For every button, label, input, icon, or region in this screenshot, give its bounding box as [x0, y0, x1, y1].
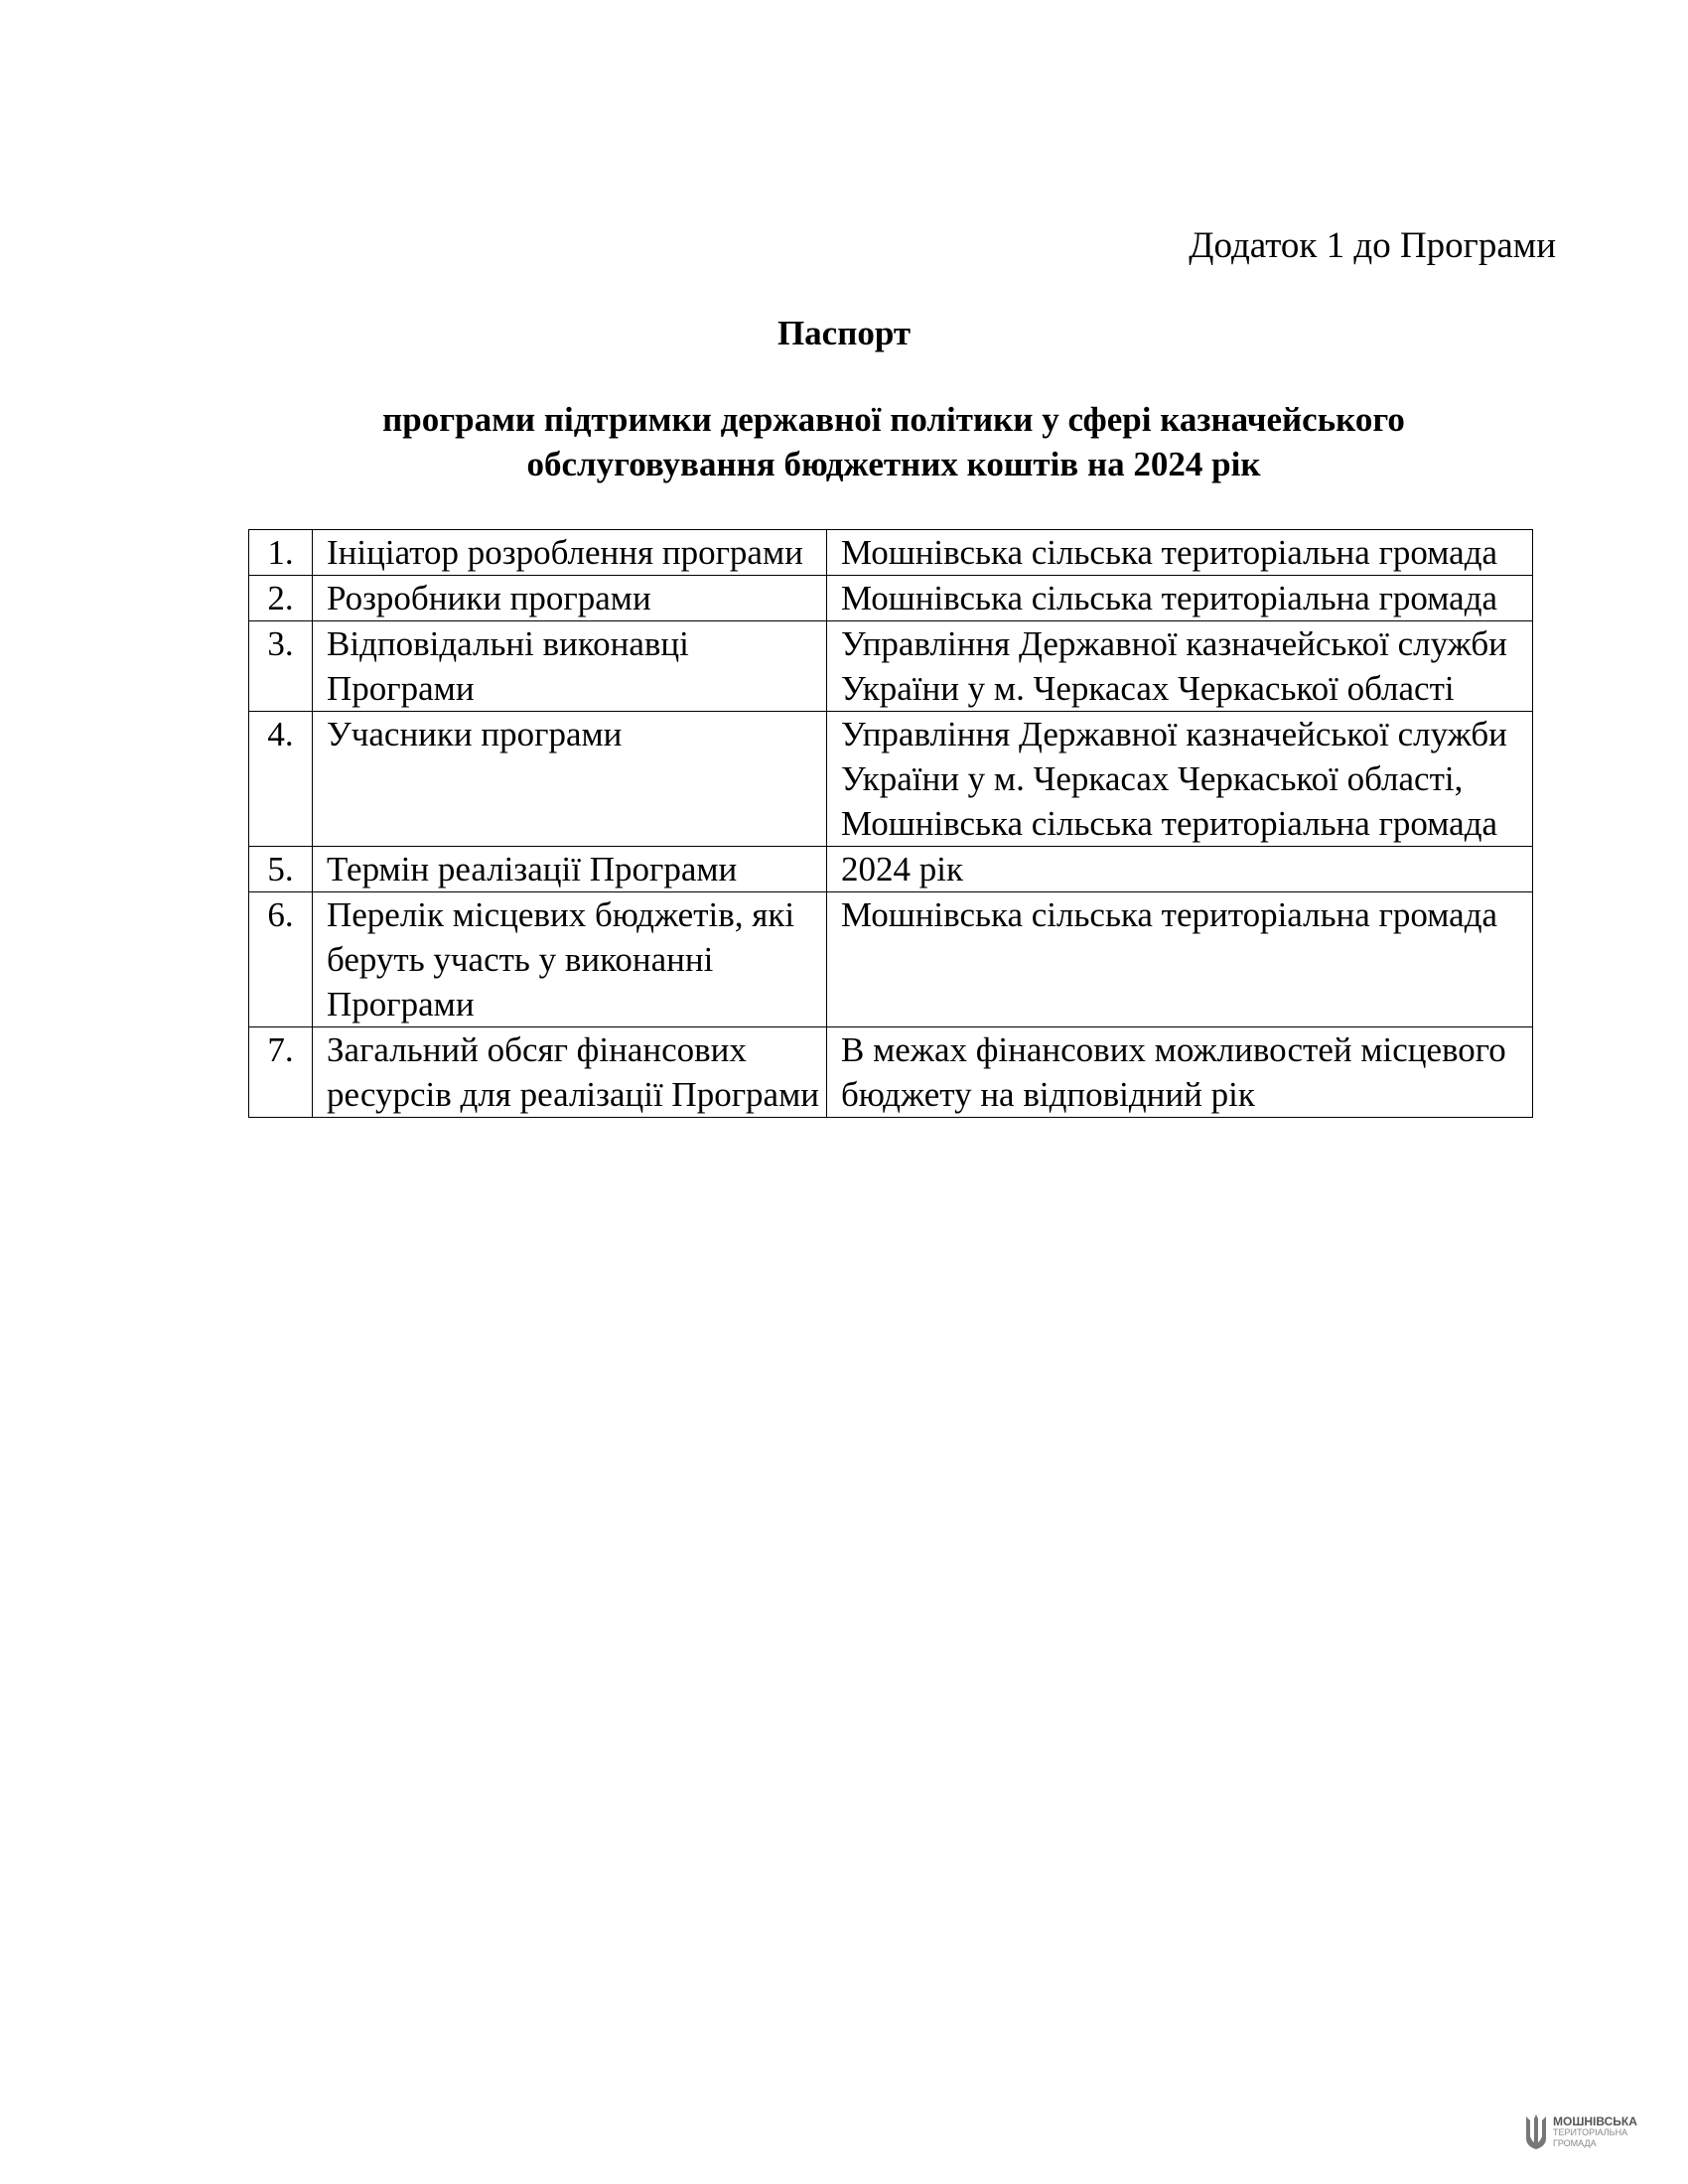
row-label: Загальний обсяг фінансових ресурсів для реалізації Програми — [313, 1027, 827, 1118]
table-row — [249, 621, 1533, 712]
row-label: Перелік місцевих бюджетів, які беруть участь у виконанні Програми — [313, 892, 827, 1027]
subtitle-line-1: програми підтримки державної політики у сфері казначейського — [382, 400, 1405, 439]
table-row — [249, 576, 1533, 621]
addendum-label: Додаток 1 до Програми — [1189, 225, 1556, 266]
row-value: Мошнівська сільська територіальна громада — [827, 892, 1533, 1027]
row-label: Розробники програми — [313, 576, 827, 621]
row-value: В межах фінансових можливостей місцевого бюджету на відповідний рік — [827, 1027, 1533, 1118]
logo-text — [1553, 2116, 1637, 2149]
row-label: Термін реалізації Програми — [313, 847, 827, 892]
table-row — [249, 530, 1533, 576]
table-row — [249, 892, 1533, 1027]
row-value: Мошнівська сільська територіальна громада — [827, 530, 1533, 576]
row-number: 7. — [249, 1027, 313, 1118]
trident-icon — [1523, 2113, 1549, 2152]
row-number: 4. — [249, 712, 313, 847]
logo-line-1: МОШНІВСЬКА — [1553, 2114, 1637, 2128]
table-row — [249, 1027, 1533, 1118]
document-subtitle — [326, 397, 1462, 486]
row-number: 2. — [249, 576, 313, 621]
row-number: 5. — [249, 847, 313, 892]
row-label: Учасники програми — [313, 712, 827, 847]
row-value: Управління Державної казначейської служби України у м. Черкасах Черкаської області — [827, 621, 1533, 712]
table-row — [249, 712, 1533, 847]
table-row — [249, 847, 1533, 892]
row-number: 6. — [249, 892, 313, 1027]
community-logo — [1523, 2113, 1637, 2152]
row-label: Ініціатор розроблення програми — [313, 530, 827, 576]
logo-line-2: ТЕРИТОРІАЛЬНА — [1553, 2126, 1628, 2137]
passport-table — [248, 529, 1533, 1118]
row-number: 3. — [249, 621, 313, 712]
row-label: Відповідальні виконавці Програми — [313, 621, 827, 712]
document-title: Паспорт — [776, 314, 912, 352]
row-value: Мошнівська сільська територіальна громада — [827, 576, 1533, 621]
row-value: Управління Державної казначейської служби України у м. Черкасах Черкаської області, Мошнівська сільська територіальна громада — [827, 712, 1533, 847]
subtitle-line-2: обслуговування бюджетних коштів на 2024 рік — [526, 445, 1261, 483]
logo-line-3: ГРОМАДА — [1553, 2137, 1597, 2148]
row-value: 2024 рік — [827, 847, 1533, 892]
row-number: 1. — [249, 530, 313, 576]
